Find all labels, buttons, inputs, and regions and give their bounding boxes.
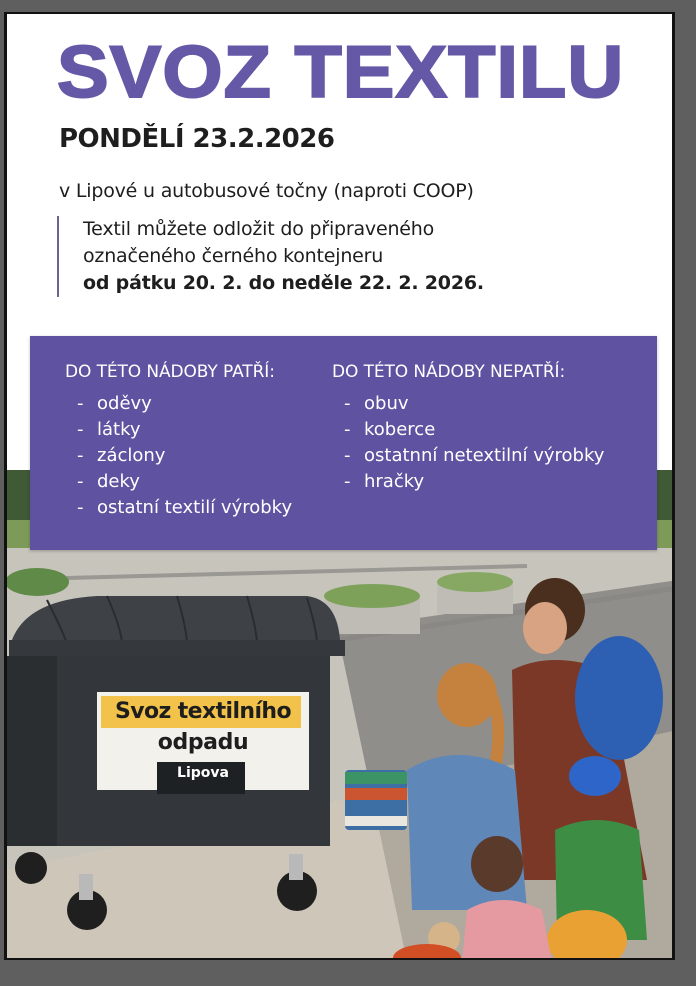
list-item: - deky [77, 469, 292, 495]
event-date: PONDĚLÍ 23.2.2026 [59, 124, 335, 154]
container-sign [97, 692, 309, 790]
list-item: - koberce [344, 417, 604, 443]
list-item: - ostatní textilí výrobky [77, 495, 292, 521]
page-title: SVOZ TEXTILU [57, 32, 625, 113]
allowed-column [65, 362, 292, 521]
sign-line-3: Lipova [177, 765, 229, 781]
list-item: - obuv [344, 391, 604, 417]
not-allowed-column [332, 362, 604, 495]
allowed-list [65, 391, 292, 521]
list-item: - ostatnní netextilní výrobky [344, 443, 604, 469]
note-line-1: Textil můžete odložit do připraveného [83, 218, 435, 240]
rules-panel [30, 336, 657, 550]
list-item: - záclony [77, 443, 292, 469]
drop-off-note [57, 216, 484, 297]
note-line-3: od pátku 20. 2. do neděle 22. 2. 2026. [83, 272, 484, 294]
sign-line-2: odpadu [157, 730, 249, 755]
event-location: v Lipové u autobusové točny (naproti COOP) [59, 180, 474, 202]
sign-line-1: Svoz textilního [115, 699, 291, 724]
list-item: - látky [77, 417, 292, 443]
list-item: - hračky [344, 469, 604, 495]
poster [4, 12, 675, 960]
allowed-heading: DO TÉTO NÁDOBY PATŘÍ: [65, 362, 275, 382]
not-allowed-list [332, 391, 604, 495]
note-line-2: označeného černého kontejneru [83, 245, 384, 267]
not-allowed-heading: DO TÉTO NÁDOBY NEPATŘÍ: [332, 362, 566, 382]
list-item: - oděvy [77, 391, 292, 417]
